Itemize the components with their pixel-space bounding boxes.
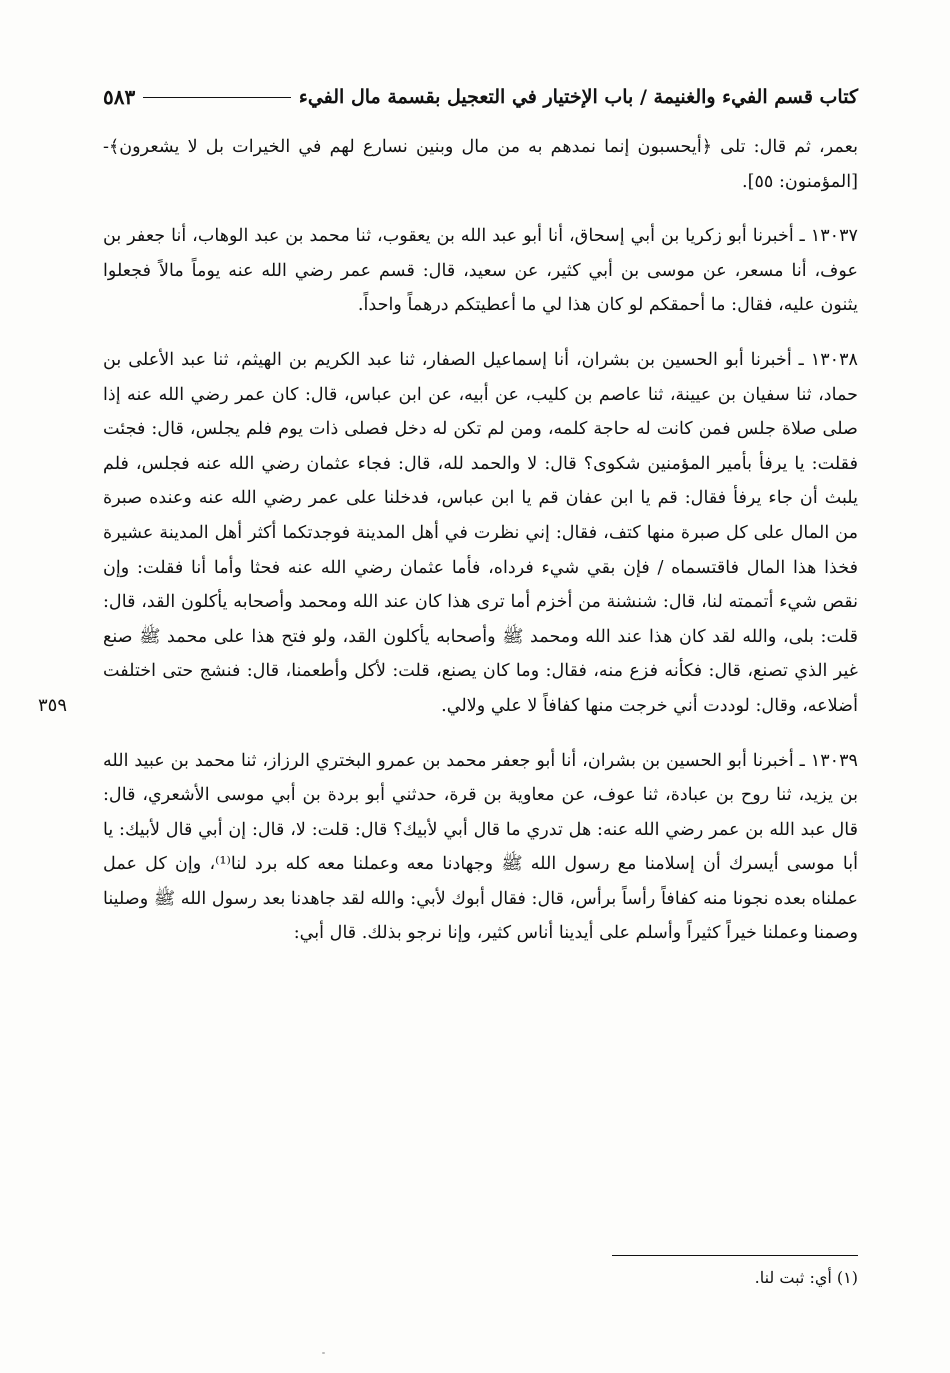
footnote: (١) أي: ثبت لنا. [754,1268,858,1287]
page-number: ٥٨٣ [103,85,136,109]
running-header [103,80,858,114]
paragraph: ١٣٠٣٧ ـ أخبرنا أبو زكريا بن أبي إسحاق، أنا أبو عبد الله بن يعقوب، ثنا محمد بن عبد الوهاب، أنا جعفر بن عوف، أنا مسعر، عن موسى بن أبي كثير، عن سعيد، قال: قسم عمر رضي الله عنه يوماً مالاً فجعلوا يثنون عليه، فقال: ما أحمقكم لو كان هذا لي ما أعطيتكم درهماً واحداً. [103,226,858,316]
paragraph: بعمر، ثم قال: تلى ﴿أيحسبون إنما نمدهم به من مال وبنين نسارع لهم في الخيرات بل لا يشعرون﴾-[المؤمنون: ٥٥]. [103,137,858,192]
paragraph: ١٣٠٣٨ ـ أخبرنا أبو الحسين بن بشران، أنا إسماعيل الصفار، ثنا عبد الكريم بن الهيثم، ثنا عبد الأعلى بن حماد، ثنا سفيان بن عيينة، ثنا عاصم بن كليب، عن أبيه، عن ابن عباس، قال: كان عمر رضي الله عنه إذا صلى صلاة جلس فمن كانت له حاجة كلمه، ومن لم تكن له دخل فصلى ذات يوم فلم يجلس، قال: فجئت فقلت: يا يرفأ بأمير المؤمنين شكوى؟ قال: لا والحمد لله، قال: فجاء عثمان رضي الله عنه فجلس، فلم يلبث أن جاء يرفأ فقال: قم يا ابن عفان قم يا ابن عباس، فدخلنا على عمر رضي الله عنه وعنده صبرة من المال على كل صبرة منها كتف، فقال: إني نظرت في أهل المدينة فوجدتكما أكثر أهل المدينة عشيرة فخذا هذا المال فاقتسماه / فإن بقي شيء فرداه، فأما عثمان رضي الله عنه فحثا وأما أنا فقلت: وإن نقص شيء أتممته لنا، قال: شنشنة من أخزم أما ترى هذا كان عند الله ومحمد وأصحابه يأكلون القد، قال: قلت: بلى، والله لقد كان هذا عند الله ومحمد ﷺ وأصحابه يأكلون القد، ولو فتح هذا على محمد ﷺ صنع غير الذي تصنع، قال: فكأنه فزع منه، فقال: وما كان يصنع، قلت: لأكل وأطعمنا، قال: فنشج حتى اختلفت أضلاعه، وقال: لوددت أني خرجت منها كفافاً لا علي ولالي. [103,349,858,716]
header-rule [143,97,291,98]
main-text [103,130,858,951]
header-title: كتاب قسم الفيء والغنيمة / باب الإختيار في التعجيل بقسمة مال الفيء [298,86,858,108]
scan-speck [322,1352,325,1354]
margin-page-number: ٣٥٩ [38,695,68,716]
paragraph: ١٣٠٣٩ ـ أخبرنا أبو الحسين بن بشران، أنا أبو جعفر محمد بن عمرو البختري الرزاز، ثنا محمد بن عبيد الله بن يزيد، ثنا روح بن عبادة، ثنا عوف، عن معاوية بن قرة، حدثني أبو بردة بن أبي موسى الأشعري، قال: قال عبد الله بن عمر رضي الله عنه: هل تدري ما قال أبي لأبيك؟ قال: قلت: لا، قال: إن أبي قال لأبيك: يا أبا موسى أيسرك أن إسلامنا مع رسول الله ﷺ وجهادنا معه وعملنا معه كله برد لنا⁽¹⁾، وإن كل عمل عملناه بعده نجونا منه كفافاً رأساً برأس، قال: فقال أبوك لأبي: والله لقد جاهدنا بعد رسول الله ﷺ وصلينا وصمنا وعملنا خيراً كثيراً وأسلم على أيدينا أناس كثير، وإنا نرجو بذلك. قال أبي: [103,750,858,944]
footnote-rule [612,1255,858,1256]
